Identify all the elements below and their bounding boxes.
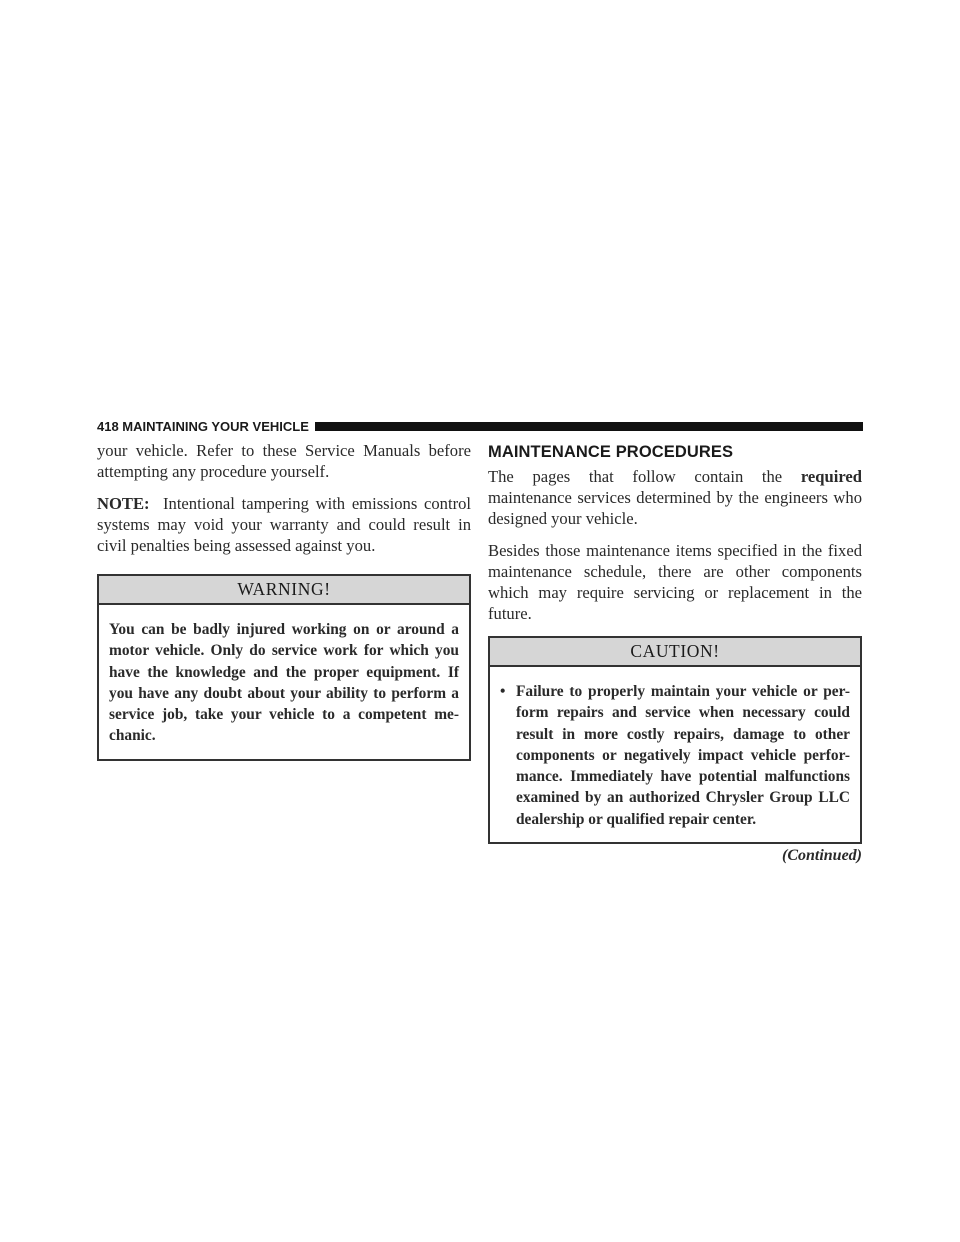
caution-title: CAUTION! xyxy=(490,638,860,667)
left-column xyxy=(97,440,471,761)
caution-box xyxy=(488,636,862,844)
caution-list-item xyxy=(500,681,850,830)
para1-lead: The pages that follow contain the xyxy=(488,467,801,486)
note-text: Intentional tampering with emissions control systems may void your warranty and could result in civil penalties being assessed against you. xyxy=(97,494,471,555)
page-number-section-title: 418 MAINTAINING YOUR VEHICLE xyxy=(97,419,309,434)
page-header xyxy=(97,419,863,435)
para1-tail: maintenance services determined by the engineers who designed your vehicle. xyxy=(488,488,862,528)
warning-title: WARNING! xyxy=(99,576,469,605)
note-paragraph xyxy=(97,493,471,556)
section-heading: MAINTENANCE PROCEDURES xyxy=(488,443,734,461)
caution-item-text: Failure to properly maintain your vehicle or per-form repairs and service when necessary could result in more costly repairs, damage to other components or negatively impact vehicle perfor-mance. Immediately have potential malfunctions examined by an authorized Chrysler Group LLC dealership or qualified repair center. xyxy=(516,683,850,828)
components-paragraph: Besides those maintenance items specified in the fixed maintenance schedule, there are other components which may require servicing or replacement in the future. xyxy=(488,541,862,623)
warning-text: You can be badly injured working on or around a motor vehicle. Only do service work for which you have the knowledge and the proper equipment. If you have any doubt about your ability to perform a service job, take your vehicle to a competent me-chanic. xyxy=(109,621,459,745)
procedures-paragraph xyxy=(488,466,862,529)
bullet-icon: • xyxy=(500,683,506,700)
right-column xyxy=(488,440,862,866)
header-rule xyxy=(315,422,863,431)
note-label: NOTE: xyxy=(97,494,150,513)
continued-label: (Continued) xyxy=(781,847,862,865)
caution-body xyxy=(490,667,860,842)
required-emphasis: required xyxy=(800,467,862,486)
warning-box xyxy=(97,574,471,761)
intro-paragraph: your vehicle. Refer to these Service Manuals before attempting any procedure yourself. xyxy=(97,441,471,481)
